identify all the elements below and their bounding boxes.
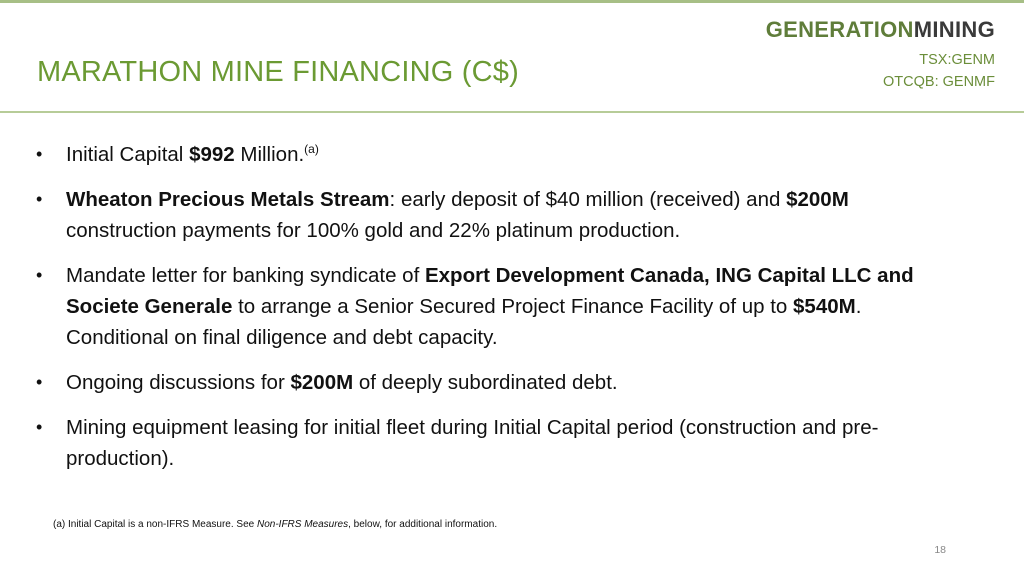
bullet-bold-text: Wheaton Precious Metals Stream xyxy=(66,188,390,211)
logo-mining: MINING xyxy=(913,17,995,42)
bullet-plain-text: Mining equipment leasing for initial fleet during Initial Capital period (construction and pre-production). xyxy=(66,416,879,470)
bullet-text xyxy=(66,264,914,349)
bullet-item xyxy=(36,367,936,398)
slide-title: MARATHON MINE FINANCING (C$) xyxy=(37,56,519,88)
bullet-bold-text: $540M xyxy=(793,295,856,318)
bullet-plain-text: Million. xyxy=(234,143,305,166)
page-number: 18 xyxy=(934,544,946,556)
bullet-item xyxy=(36,260,936,353)
footnote-italic: Non-IFRS Measures xyxy=(256,519,349,530)
bullet-bold-text: Export Development Canada, ING Capital LLC and Societe Generale xyxy=(66,264,914,318)
bullet-bold-text: $992 xyxy=(189,143,235,166)
bullet-dot-icon: • xyxy=(36,265,43,285)
header-divider xyxy=(0,111,1024,113)
bullet-list xyxy=(36,139,936,488)
bullet-plain-text: Mandate letter for banking syndicate of xyxy=(66,264,425,287)
bullet-plain-text: of deeply subordinated debt. xyxy=(353,371,618,394)
bullet-item xyxy=(36,412,936,474)
bullet-plain-text: Ongoing discussions for xyxy=(66,371,291,394)
ticker-otcqb: OTCQB: GENMF xyxy=(883,74,995,90)
bullet-plain-text: Initial Capital xyxy=(66,143,190,166)
bullet-text xyxy=(66,416,878,470)
bullet-text xyxy=(66,143,319,166)
bullet-plain-text: construction payments for 100% gold and 22% platinum production. xyxy=(66,219,681,242)
company-logo xyxy=(766,17,995,43)
footnote-prefix: (a) Initial Capital is a non-IFRS Measure. See xyxy=(53,519,257,530)
footnote xyxy=(53,519,497,530)
bullet-plain-text: to arrange a Senior Secured Project Finance Facility of up to xyxy=(232,295,794,318)
bullet-item xyxy=(36,139,936,170)
bullet-plain-text: : early deposit of $40 million (received) and xyxy=(389,188,787,211)
top-accent-bar xyxy=(0,0,1024,3)
bullet-text xyxy=(66,371,618,394)
bullet-dot-icon: • xyxy=(36,144,43,164)
ticker-tsx: TSX:GENM xyxy=(919,52,995,68)
bullet-plain-text: . Conditional on final diligence and debt capacity. xyxy=(66,295,862,349)
footnote-suffix: , below, for additional information. xyxy=(348,519,498,530)
bullet-dot-icon: • xyxy=(36,372,43,392)
footnote-marker: (a) xyxy=(304,142,319,157)
bullet-dot-icon: • xyxy=(36,189,43,209)
bullet-item xyxy=(36,184,936,246)
bullet-text xyxy=(66,188,849,242)
bullet-bold-text: $200M xyxy=(290,371,354,394)
logo-generation: GENERATION xyxy=(765,17,914,42)
bullet-bold-text: $200M xyxy=(786,188,849,211)
bullet-dot-icon: • xyxy=(36,417,43,437)
